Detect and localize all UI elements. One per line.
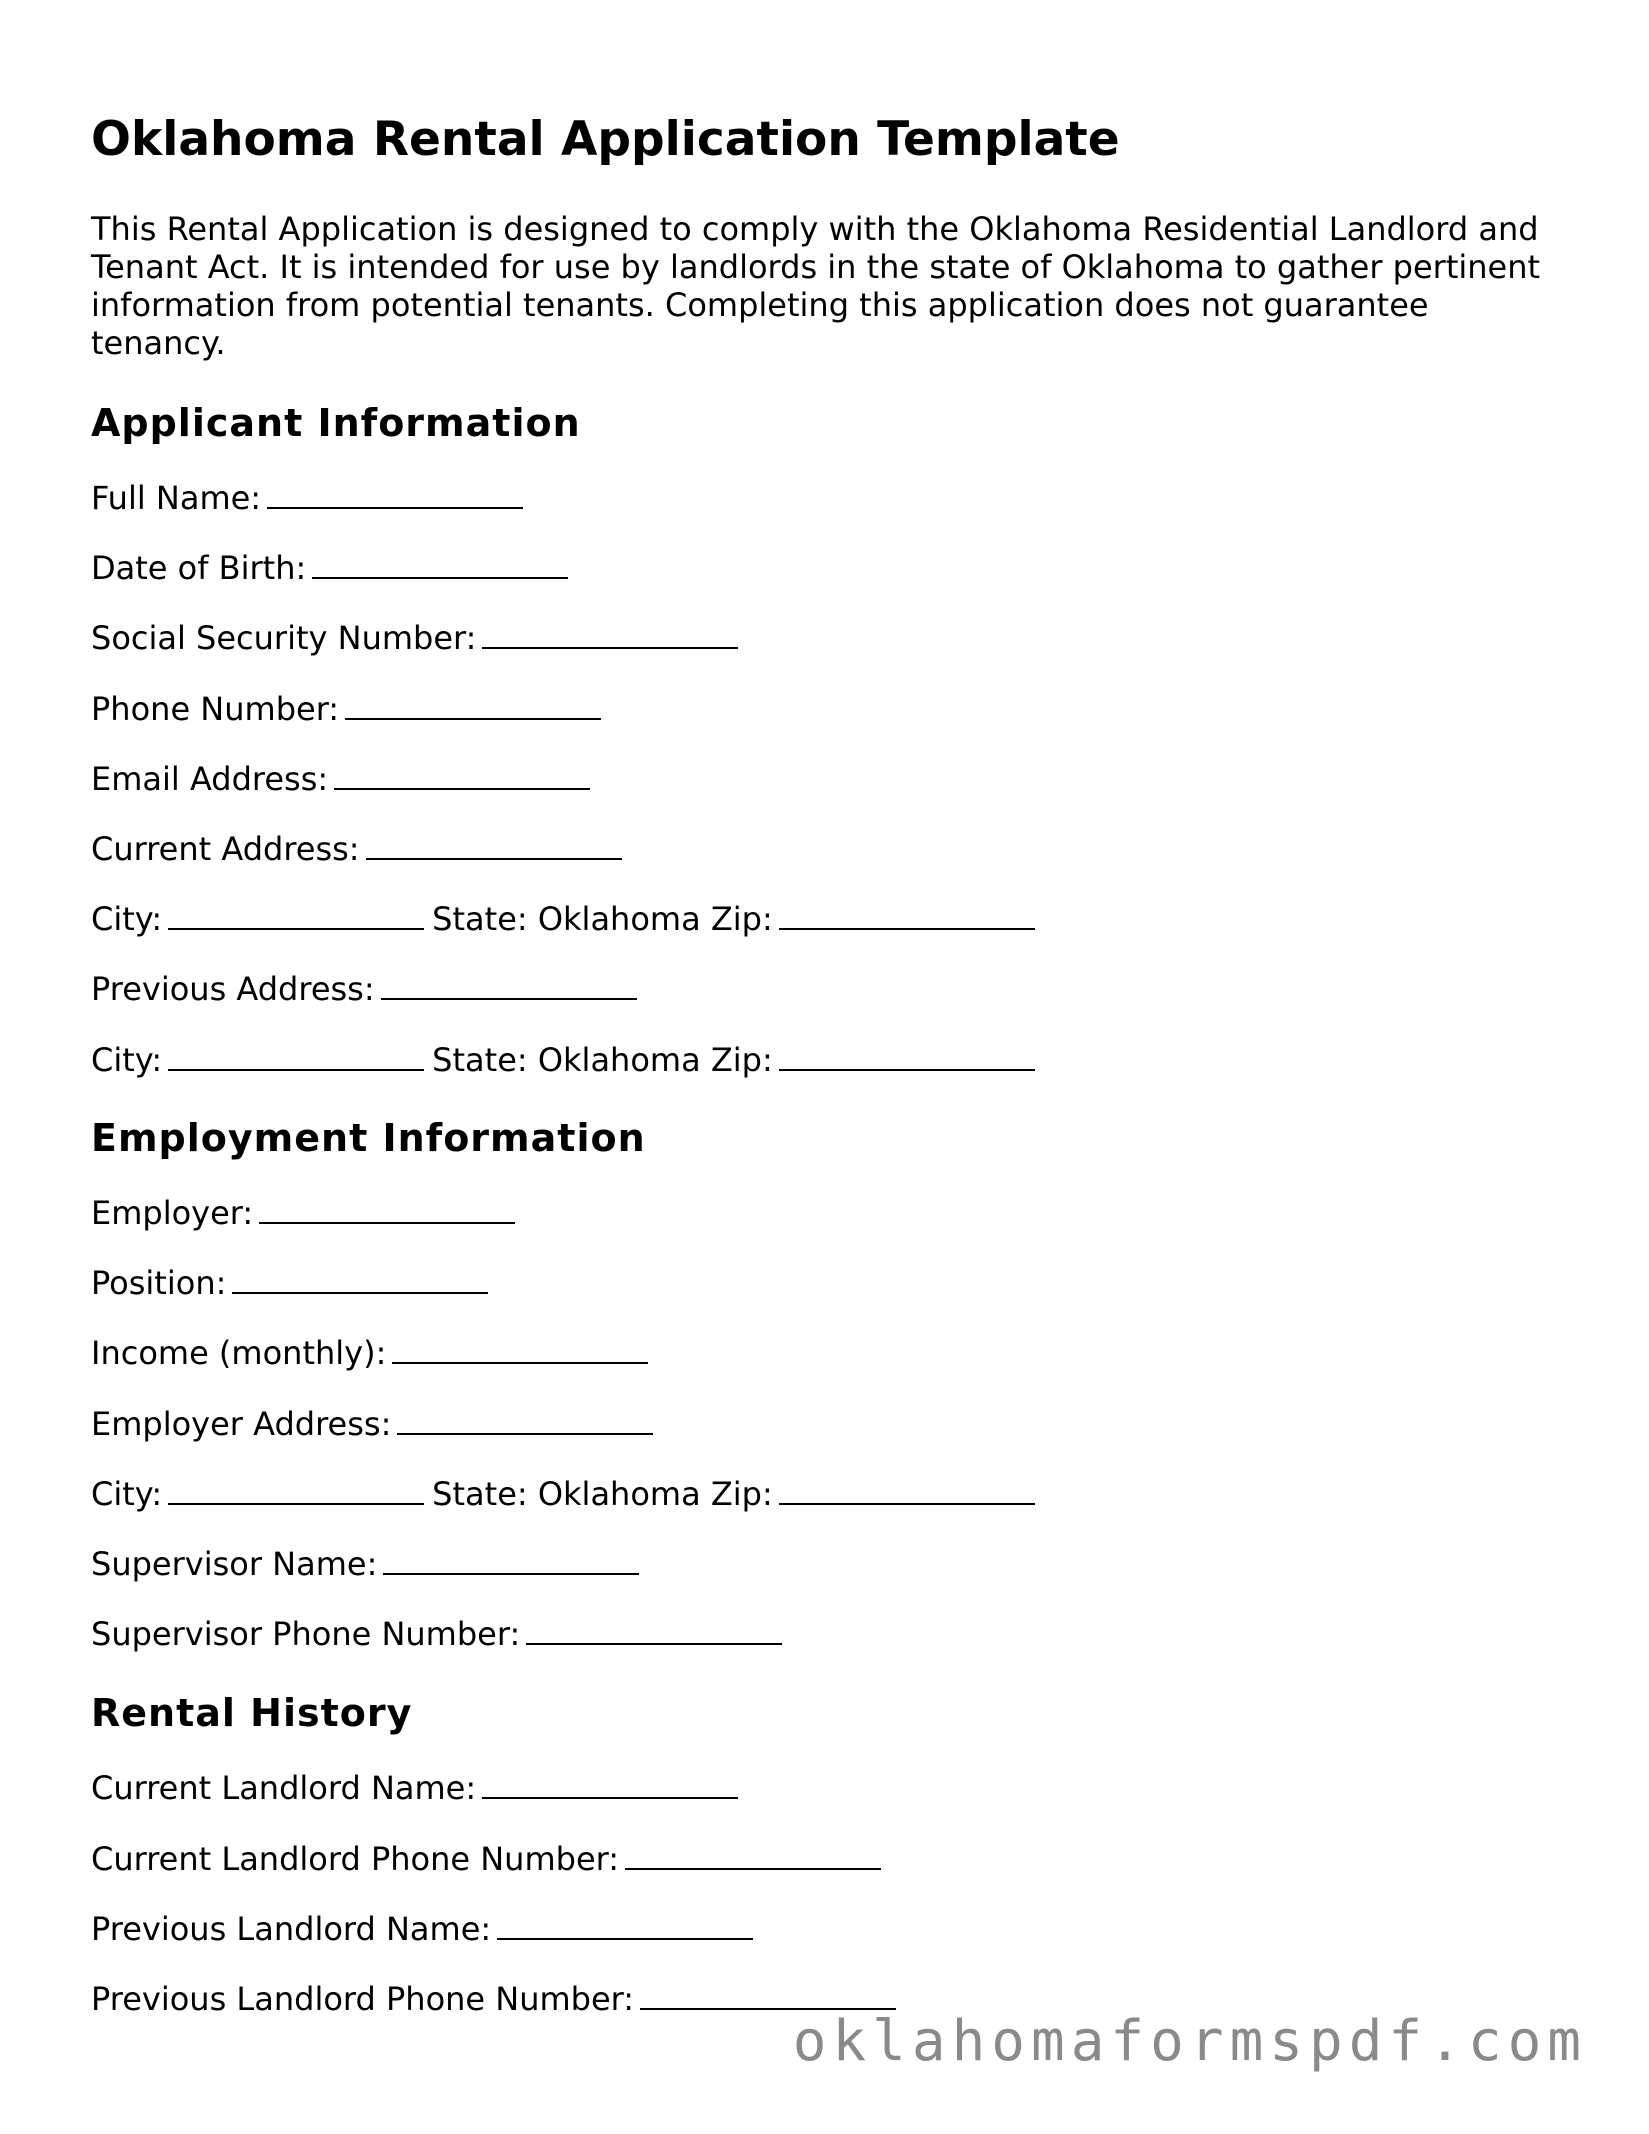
rental-history-section-heading: Rental History <box>91 1691 413 1735</box>
employment-section-heading: Employment Information <box>91 1116 646 1160</box>
phone-label: Phone Number: <box>91 690 340 728</box>
current-landlord-name-label: Current Landlord Name: <box>91 1769 477 1807</box>
supervisor-name-input[interactable] <box>383 1547 639 1575</box>
city-label: City: <box>91 1475 163 1513</box>
email-input[interactable] <box>334 762 590 790</box>
previous-landlord-name-label: Previous Landlord Name: <box>91 1910 492 1948</box>
income-field <box>91 1333 648 1373</box>
employer-city-input[interactable] <box>168 1477 424 1505</box>
employer-address-label: Employer Address: <box>91 1405 392 1443</box>
current-landlord-phone-label: Current Landlord Phone Number: <box>91 1840 619 1878</box>
city-label: City: <box>91 1041 163 1079</box>
previous-address-label: Previous Address: <box>91 970 375 1008</box>
supervisor-phone-label: Supervisor Phone Number: <box>91 1615 521 1653</box>
current-city-input[interactable] <box>168 902 424 930</box>
supervisor-phone-field <box>91 1614 782 1654</box>
previous-city-input[interactable] <box>168 1043 424 1071</box>
current-landlord-name-input[interactable] <box>482 1771 738 1799</box>
supervisor-name-label: Supervisor Name: <box>91 1545 378 1583</box>
current-address-field <box>91 829 622 869</box>
employer-city-state-zip-row <box>91 1474 1035 1514</box>
state-label: State: Oklahoma <box>432 900 701 938</box>
employer-field <box>91 1193 515 1233</box>
site-watermark: oklahomaformspdf.com <box>792 2009 1587 2074</box>
income-label: Income (monthly): <box>91 1334 387 1372</box>
ssn-field <box>91 618 738 658</box>
intro-paragraph: This Rental Application is designed to comply with the Oklahoma Residential Landlord and Tenant Act. It is intended for use by landlords in the state of Oklahoma to gather pertinent information from potential tenants. Completing this application does not guarantee tenancy. <box>91 210 1541 362</box>
current-zip-input[interactable] <box>779 902 1035 930</box>
applicant-section-heading: Applicant Information <box>91 401 581 445</box>
phone-input[interactable] <box>345 692 601 720</box>
employer-input[interactable] <box>259 1196 515 1224</box>
previous-landlord-phone-input[interactable] <box>640 1982 896 2010</box>
employer-address-input[interactable] <box>397 1407 653 1435</box>
full-name-field <box>91 478 523 518</box>
previous-landlord-phone-label: Previous Landlord Phone Number: <box>91 1980 635 2018</box>
email-label: Email Address: <box>91 760 329 798</box>
zip-label: Zip: <box>710 1041 773 1079</box>
income-input[interactable] <box>392 1336 648 1364</box>
employer-label: Employer: <box>91 1194 254 1232</box>
city-label: City: <box>91 900 163 938</box>
ssn-label: Social Security Number: <box>91 619 477 657</box>
current-landlord-phone-input[interactable] <box>625 1842 881 1870</box>
dob-label: Date of Birth: <box>91 549 307 587</box>
current-city-state-zip-row <box>91 899 1035 939</box>
position-field <box>91 1263 488 1303</box>
zip-label: Zip: <box>710 900 773 938</box>
current-address-label: Current Address: <box>91 830 360 868</box>
previous-zip-input[interactable] <box>779 1043 1035 1071</box>
previous-city-state-zip-row <box>91 1040 1035 1080</box>
phone-field <box>91 689 601 729</box>
full-name-label: Full Name: <box>91 479 262 517</box>
ssn-input[interactable] <box>482 621 738 649</box>
current-landlord-name-field <box>91 1768 738 1808</box>
position-input[interactable] <box>232 1266 488 1294</box>
supervisor-phone-input[interactable] <box>526 1617 782 1645</box>
previous-address-field <box>91 969 637 1009</box>
position-label: Position: <box>91 1264 227 1302</box>
previous-landlord-name-input[interactable] <box>497 1912 753 1940</box>
page-title: Oklahoma Rental Application Template <box>91 112 1120 167</box>
supervisor-name-field <box>91 1544 639 1584</box>
dob-input[interactable] <box>312 551 568 579</box>
state-label: State: Oklahoma <box>432 1041 701 1079</box>
state-label: State: Oklahoma <box>432 1475 701 1513</box>
previous-landlord-name-field <box>91 1909 753 1949</box>
zip-label: Zip: <box>710 1475 773 1513</box>
previous-address-input[interactable] <box>381 972 637 1000</box>
full-name-input[interactable] <box>267 481 523 509</box>
current-address-input[interactable] <box>366 832 622 860</box>
employer-address-field <box>91 1404 653 1444</box>
dob-field <box>91 548 568 588</box>
email-field <box>91 759 590 799</box>
current-landlord-phone-field <box>91 1839 881 1879</box>
previous-landlord-phone-field <box>91 1979 896 2019</box>
employer-zip-input[interactable] <box>779 1477 1035 1505</box>
